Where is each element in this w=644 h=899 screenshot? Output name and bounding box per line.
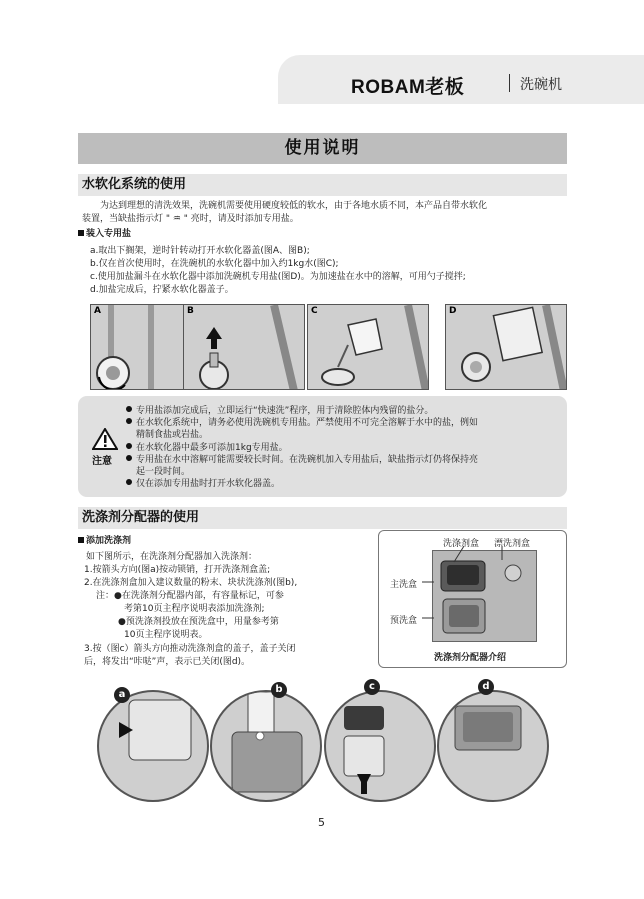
- caution-item-4: 专用盐在水中溶解可能需要较长时间。在洗碗机加入专用盐后，缺盐指示灯仍将保持亮: [126, 455, 478, 466]
- detergent-line-3: 2.在洗涤剂盒加入建议数量的粉末、块状洗涤剂(图b),: [84, 578, 298, 588]
- page-number: 5: [318, 816, 325, 829]
- caution-item-3: 在水软化器中最多可添加1kg专用盐。: [126, 443, 288, 454]
- label-main-wash: 主洗盒: [390, 580, 418, 590]
- detergent-line-7: 10页主程序说明表。: [124, 630, 208, 640]
- label-detergent-box: 洗涤剂盒: [443, 539, 480, 549]
- circle-photo-c: [324, 690, 436, 802]
- caution-item-5: 仅在添加专用盐时打开水软化器盖。: [126, 479, 280, 490]
- step-a: a.取出下搁架，逆时针转动打开水软化器盖(图A、图B);: [90, 246, 310, 256]
- caution-label: 注意: [92, 456, 112, 467]
- photo-d-illustration: [446, 305, 567, 390]
- step-b: b.仅在首次使用时，在洗碗机的水软化器中加入约1kg水(图C);: [90, 259, 339, 269]
- bullet-icon: [126, 443, 132, 449]
- caution-item-4-cont: 起一段时间。: [136, 467, 191, 477]
- caution-item-1: 专用盐添加完成后，立即运行“快速洗”程序，用于清除腔体内残留的盐分。: [126, 406, 433, 417]
- detergent-line-8: 3.按（图c）箭头方向推动洗涤剂盒的盖子，盖子关闭: [84, 644, 296, 654]
- photo-label-c: C: [311, 306, 318, 316]
- dispenser-caption: 洗涤剂分配器介绍: [434, 653, 507, 663]
- section-heading-water-softener: 水软化系统的使用: [78, 174, 567, 196]
- brand-logo: ROBAM老板: [351, 77, 465, 98]
- circle-d-illustration: [439, 692, 549, 802]
- label-rinse-box: 漂洗剂盒: [494, 539, 531, 549]
- bullet-icon: [126, 418, 132, 424]
- step-d: d.加盐完成后，拧紧水软化器盖子。: [90, 285, 234, 295]
- header-divider: [509, 74, 510, 92]
- caution-item-2-cont: 精制食盐或岩盐。: [136, 430, 209, 440]
- circle-label-d: d: [478, 679, 494, 695]
- detergent-line-5: 考第10页主程序说明表添加洗涤剂;: [124, 604, 265, 614]
- bullet-icon: [126, 479, 132, 485]
- detergent-line-6: ●预洗涤剂投放在预洗盒中，用量参考第: [118, 617, 279, 627]
- intro-line-1: 为达到理想的清洗效果，洗碗机需要使用硬度较低的软水，由于各地水质不同，本产品自带水软化: [100, 201, 488, 211]
- page-title: 使用说明: [284, 138, 361, 158]
- circle-photo-a: [97, 690, 209, 802]
- subheading-add-salt: 装入专用盐: [78, 228, 131, 240]
- circle-b-illustration: [212, 692, 322, 802]
- photo-label-d: D: [449, 306, 457, 316]
- photo-c-illustration: [308, 305, 429, 390]
- circle-label-c: c: [364, 679, 380, 695]
- detergent-line-2: 1.按箭头方向(图a)按动锁销，打开洗涤剂盒盖;: [84, 565, 271, 575]
- step-c: c.使用加盐漏斗在水软化器中添加洗碗机专用盐(图D)。为加速盐在水中的溶解，可用勺子搅拌;: [90, 272, 466, 282]
- photo-label-a: A: [94, 306, 101, 316]
- square-bullet-icon: [78, 230, 84, 236]
- bullet-icon: [126, 455, 132, 461]
- photo-c: [307, 304, 429, 390]
- circle-label-a: a: [114, 687, 130, 703]
- photo-label-b: B: [187, 306, 194, 316]
- section-heading-detergent-dispenser: 洗涤剂分配器的使用: [78, 507, 567, 529]
- product-name: 洗碗机: [520, 77, 562, 93]
- subheading-add-detergent: 添加洗涤剂: [78, 535, 131, 547]
- circle-a-illustration: [99, 692, 209, 802]
- photo-b-illustration: [184, 305, 305, 390]
- caution-item-2: 在水软化系统中，请务必使用洗碗机专用盐。严禁使用不可完全溶解于水中的盐，例如: [126, 418, 478, 429]
- circle-label-b: b: [271, 682, 287, 698]
- photo-b: [183, 304, 305, 390]
- bullet-icon: [126, 406, 132, 412]
- label-pre-wash: 预洗盒: [390, 616, 418, 626]
- detergent-line-4: 注：●在洗涤剂分配器内部，有容量标记，可参: [96, 591, 284, 601]
- circle-photo-b: [210, 690, 322, 802]
- detergent-line-1: 如下图所示，在洗涤剂分配器加入洗涤剂：: [86, 552, 258, 562]
- circle-photo-d: [437, 690, 549, 802]
- square-bullet-icon: [78, 537, 84, 543]
- warning-icon: [92, 428, 118, 450]
- photo-d: [445, 304, 567, 390]
- detergent-line-9: 后，将发出“咔哒”声，表示已关闭(图d)。: [84, 657, 251, 667]
- title-bar: [78, 133, 567, 164]
- intro-line-2: 装置，当缺盐指示灯 " ♒ " 亮时，请及时添加专用盐。: [82, 214, 299, 224]
- circle-c-illustration: [326, 692, 436, 802]
- dispenser-leader-lines: [378, 530, 567, 668]
